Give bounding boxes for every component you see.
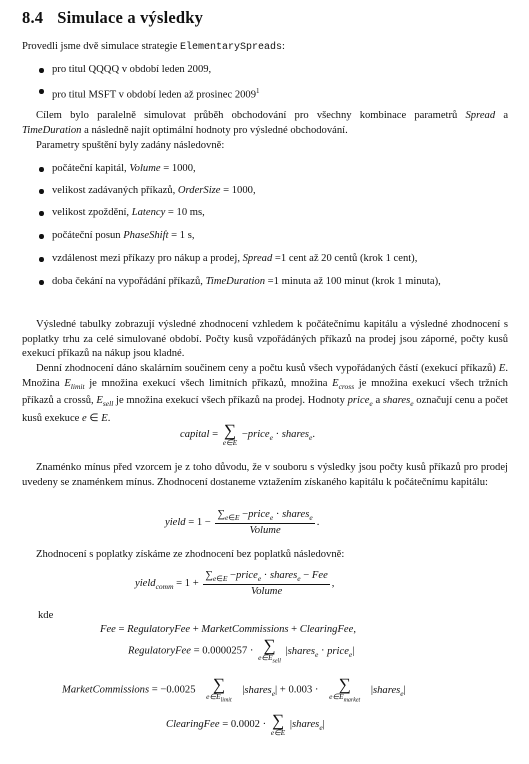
yield-equation: yield = 1 − $\frac{\sum_{e\in E} -price_e \cdot shares_e}{\text{Volume}}$ . bbox=[165, 509, 320, 537]
section-title: Simulace a výsledky bbox=[57, 8, 204, 27]
kde-label: kde bbox=[38, 610, 54, 621]
capital-equation: capital = ∑ e∈E −price$_e$ · shares$_e$. bbox=[180, 421, 316, 447]
daily-paragraph: Denní zhodnocení dáno skalárním součinem ceny a počtu kusů všech vypořádaných částí (exekucí příkazů) E. Množina $E_{limit}$ je množina exekucí všech limitních příkazů, množina $E_{cross}$ je množina exekucí všech tržních příkazů a crossů, $E_{sell}$ je množina exekucí všech příkazů na prodej. Hodnoty price$_e$ a shares$_e$ označují cenu a počet kusů exekuce e ∈ E. bbox=[22, 363, 508, 424]
results-paragraph: Výsledné tabulky zobrazují výsledné zhodnocení vzhledem k počátečnímu kapitálu a výsledné zhodnocení s poplatky trhu za celé simulované období. Počty kusů vzpořádáných příkazů na prodej jsou záporné, počty kusů exekucí příkazů na nákup jsou kladné. bbox=[22, 319, 508, 360]
goal-paragraph: Cílem bylo paralelně simulovat průběh obchodování pro všechny kombinace parametrů Spread a TimeDuration a následně najít optimální hodnoty pro výsledné obchodování. bbox=[22, 110, 509, 136]
bullet-icon bbox=[39, 280, 44, 285]
params-intro: Parametry spuštění byly zadány následovně: bbox=[36, 140, 225, 151]
bullet-icon bbox=[39, 257, 44, 262]
bullet-icon bbox=[39, 189, 44, 194]
bullet-icon bbox=[39, 167, 44, 172]
bullet-icon bbox=[39, 89, 44, 94]
fees-paragraph: Zhodnocení s poplatky získáme ze zhodnocení bez poplatků následovně: bbox=[36, 549, 345, 560]
footnote-mark: 1 bbox=[256, 87, 260, 95]
intro-paragraph: Provedli jsme dvě simulace strategie ElementarySpreads: bbox=[22, 41, 285, 53]
document-page: 8.4 Simulace a výsledky Provedli jsme dvě simulace strategie ElementarySpreads: pro titul QQQQ v období leden 2009, pro titul MSFT v období leden až prosinec 2009$^1$ Cílem bylo paralelně simulovat průběh obchodování pro všechny kombinace parametrů Spread a TimeDuration a následně najít optimální hodnoty pro výsledné obchodování. Parametry spuštění byly zadány následovně: počáteční kapitál, Volume = 1000, velikost zadávaných příkazů, OrderSize = 1000, velikost zpoždění, Latency = 10 ms, počáteční posun PhaseShift = 1 s, vzdálenost mezi příkazy pro nákup a prodej, Spread =1 cent až 20 centů (krok 1 cent), doba čekání na vypořádání příkazů, TimeDuration =1 minuta až 100 minut (krok 1 minuta), Výsledné tabulky zobrazují výsledné zhodnocení vzhledem k počátečnímu kapitálu a výsledné zhodnocení s poplatky trhu za celé simulované období. Počty kusů vzpořádáných příkazů na prodej jsou záporné, počty kusů exekucí příkazů na nákup jsou kladné. Denní zhodnocení dáno skalárním součinem ceny a počtu kusů všech vypořádaných částí (exekucí příkazů) E. Množina $E_{limit}$ je množina exekucí všech limitních příkazů, množina $E_{cross}$ je množina exekucí všech tržních příkazů a crossů, $E_{sell}$ je množina exekucí všech příkazů na prodej. Hodnoty price$_e$ a shares$_e$ označují cenu a počet kusů exekuce e ∈ E. capital = ∑ e∈E −price$_e$ · shares$_e$. Znaménko mínus před vzorcem je z toho důvodu, že v souboru s výsledky jsou počty kusů příkazů pro prodej uvedeny se znaménkem mínus. Zhodnocení dostaneme vztažením získaného kapitálu k počátečnímu kapitálu: yield = 1 − $\frac{\sum_{e\in E} -price_e \cdot shares_e}{\text{Volume}}$ . Zhodnocení s poplatky získáme ze zhodnocení bez poplatků následovně: yield$_{comm}$ = 1 + $\frac{\sum_{e\in E} -price_e \cdot shares_e - Fee}{\text{Volume}}$ , kde Fee = RegulatoryFee + MarketCommissions + ClearingFee, RegulatoryFee = 0.0000257 · ∑ $e\in E_{sell}$ |shares$_e$ · price$_e$| MarketCommissions = −0.0025 ∑ $e\in E_{limit}$ |shares$_e$| + 0.003 · ∑ $e\in E_{market}$ |shares$_e$| ClearingFee = 0.0002 · ∑ e∈E |shares$_e$| bbox=[22, 8, 509, 737]
yield-comm-equation: yield$_{comm}$ = 1 + $\frac{\sum_{e\in E} -price_e \cdot shares_e - Fee}{\text{Volume}}$ , bbox=[135, 570, 335, 598]
bullet-icon bbox=[39, 234, 44, 239]
minus-paragraph: Znaménko mínus před vzorcem je z toho důvodu, že v souboru s výsledky jsou počty kusů příkazů pro prodej uvedeny se znaménkem mínus. Zhodnocení dostaneme vztažením získaného kapitálu k počátečnímu kapitálu: bbox=[22, 462, 508, 488]
section-heading bbox=[22, 8, 203, 28]
clearing-fee-equation: ClearingFee = 0.0002 · ∑ e∈E |shares$_e$| bbox=[166, 711, 325, 737]
fee-equation: Fee = RegulatoryFee + MarketCommissions + ClearingFee, bbox=[100, 624, 356, 635]
bullet-icon bbox=[39, 68, 44, 73]
section-number: 8.4 bbox=[22, 8, 44, 27]
strategy-name: ElementarySpreads bbox=[180, 42, 283, 53]
market-commissions-equation: MarketCommissions = −0.0025 ∑ $e\in E_{limit}$ |shares$_e$| + 0.003 · ∑ $e\in E_{market}$ |shares$_e$| bbox=[62, 675, 406, 704]
regulatory-fee-equation: RegulatoryFee = 0.0000257 · ∑ $e\in E_{sell}$ |shares$_e$ · price$_e$| bbox=[128, 636, 355, 665]
bullet-icon bbox=[39, 211, 44, 216]
